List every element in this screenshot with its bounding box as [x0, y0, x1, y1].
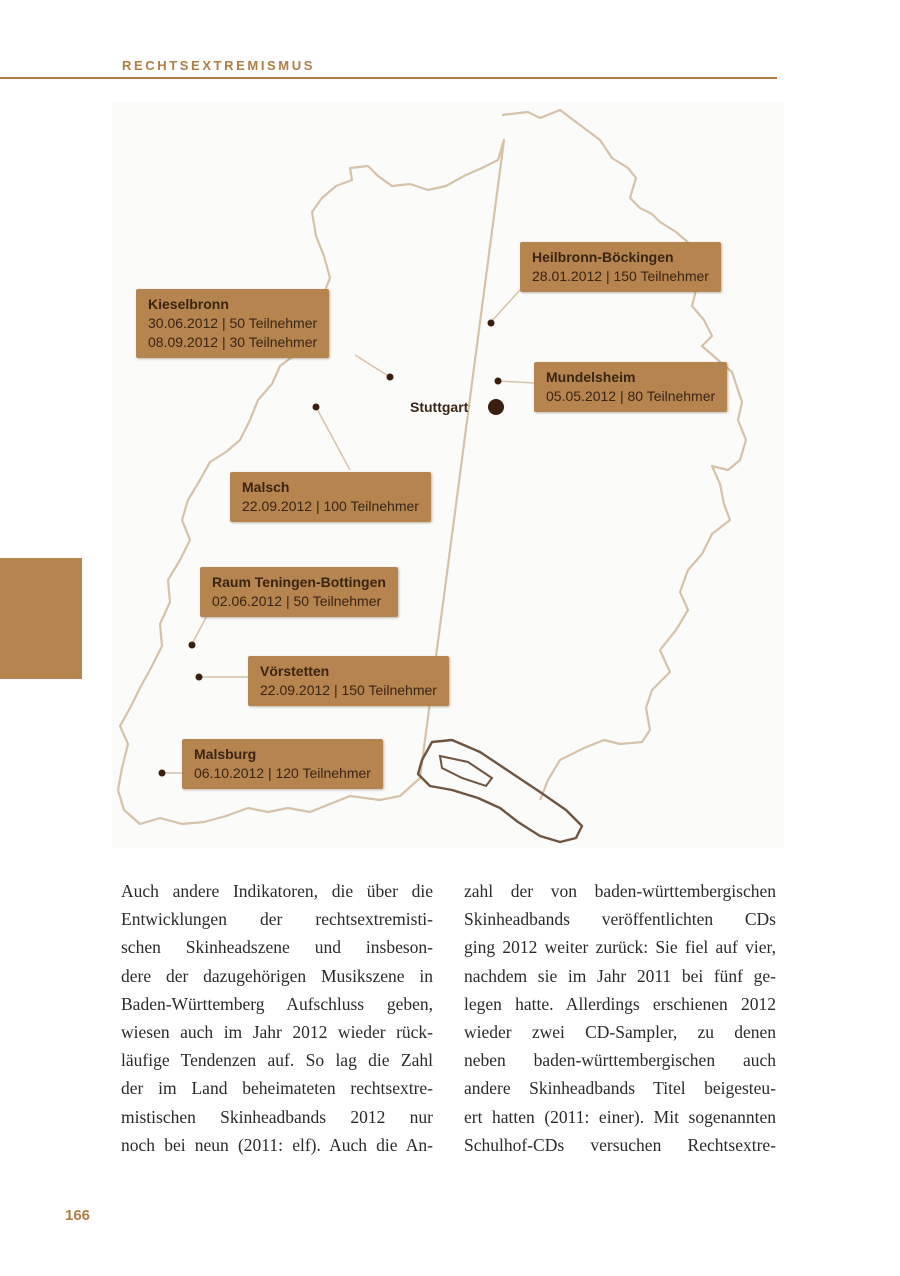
- event-place: Heilbronn-Böckingen: [532, 249, 674, 265]
- text-line: Skinheadbands veröffentlichten CDs: [464, 909, 776, 930]
- dot-heilbronn: [488, 320, 495, 327]
- text-line: wieder zwei CD-Sampler, zu denen: [464, 1021, 776, 1042]
- running-header: RECHTSEXTREMISMUS: [122, 58, 315, 73]
- dot-kieselbronn: [387, 374, 394, 381]
- dot-stuttgart: [488, 399, 504, 415]
- dot-malsch: [313, 404, 320, 411]
- event-date-line: 22.09.2012 | 100 Teilnehmer: [242, 498, 419, 514]
- event-box-heilbronn: [520, 242, 721, 292]
- event-box-mundelsheim: [534, 362, 727, 412]
- text-line: ging 2012 weiter zurück: Sie fiel auf vier,: [464, 937, 776, 958]
- text-line: dere der dazugehörigen Musikszene in: [121, 965, 433, 986]
- dot-mundelsheim: [495, 378, 502, 385]
- text-line: schen Skinheadszene und insbeson-: [121, 937, 433, 958]
- text-line: neben baden-württembergischen auch: [464, 1050, 776, 1071]
- state-border: [118, 110, 746, 824]
- connector-mundelsheim: [498, 381, 534, 383]
- event-date-line: 06.10.2012 | 120 Teilnehmer: [194, 765, 371, 781]
- event-place: Mundelsheim: [546, 369, 636, 385]
- event-box-malsburg: [182, 739, 383, 789]
- dot-teningen: [189, 642, 196, 649]
- text-line: Auch andere Indikatoren, die über die: [121, 881, 433, 901]
- text-line: Entwicklungen der rechtsextremisti-: [121, 909, 433, 930]
- event-place: Malsburg: [194, 746, 257, 762]
- connector-kieselbronn: [355, 355, 390, 377]
- connector-malsch: [316, 407, 350, 470]
- text-line: ert hatten (2011: einer). Mit sogenannten: [464, 1106, 776, 1127]
- text-line: läufige Tendenzen auf. So lag die Zahl: [121, 1050, 433, 1071]
- event-date-line: 08.09.2012 | 30 Teilnehmer: [148, 334, 318, 350]
- text-line: mistischen Skinheadbands 2012 nur: [121, 1106, 433, 1127]
- text-line: noch bei neun (2011: elf). Auch die An-: [121, 1134, 433, 1155]
- text-line: wiesen auch im Jahr 2012 wieder rück-: [121, 1021, 433, 1042]
- event-date-line: 30.06.2012 | 50 Teilnehmer: [148, 315, 318, 331]
- event-place: Malsch: [242, 479, 290, 495]
- city-label-stuttgart: Stuttgart: [410, 399, 469, 415]
- dot-voerstetten: [196, 674, 203, 681]
- text-column-left: [121, 877, 433, 1159]
- event-place: Kieselbronn: [148, 296, 229, 312]
- event-date-line: 22.09.2012 | 150 Teilnehmer: [260, 682, 437, 698]
- event-date-line: 02.06.2012 | 50 Teilnehmer: [212, 593, 382, 609]
- text-line: andere Skinheadbands Titel beigesteu-: [464, 1078, 776, 1099]
- lake-outline: [418, 740, 582, 842]
- dot-malsburg: [159, 770, 166, 777]
- event-box-voerstetten: [248, 656, 449, 706]
- text-line: legen hatte. Allerdings erschienen 2012: [464, 993, 776, 1014]
- text-line: Schulhof-CDs versuchen Rechtsextre-: [464, 1134, 776, 1155]
- event-box-malsch: [230, 472, 431, 522]
- event-box-kieselbronn: [136, 289, 329, 358]
- event-date-line: 05.05.2012 | 80 Teilnehmer: [546, 388, 716, 404]
- event-place: Vörstetten: [260, 663, 330, 679]
- text-line: nachdem sie im Jahr 2011 bei fünf ge-: [464, 965, 776, 986]
- connector-heilbronn: [491, 290, 520, 322]
- event-box-teningen: [200, 567, 398, 617]
- text-column-right: [464, 877, 776, 1159]
- text-line: zahl der von baden-württembergischen: [464, 881, 776, 901]
- text-line: der im Land beheimateten rechtsextre-: [121, 1078, 433, 1099]
- event-date-line: 28.01.2012 | 150 Teilnehmer: [532, 268, 709, 284]
- page-number: 166: [65, 1207, 91, 1224]
- text-line: Baden-Württemberg Aufschluss geben,: [121, 993, 433, 1014]
- event-place: Raum Teningen-Bottingen: [212, 574, 386, 590]
- lake-island: [440, 756, 492, 786]
